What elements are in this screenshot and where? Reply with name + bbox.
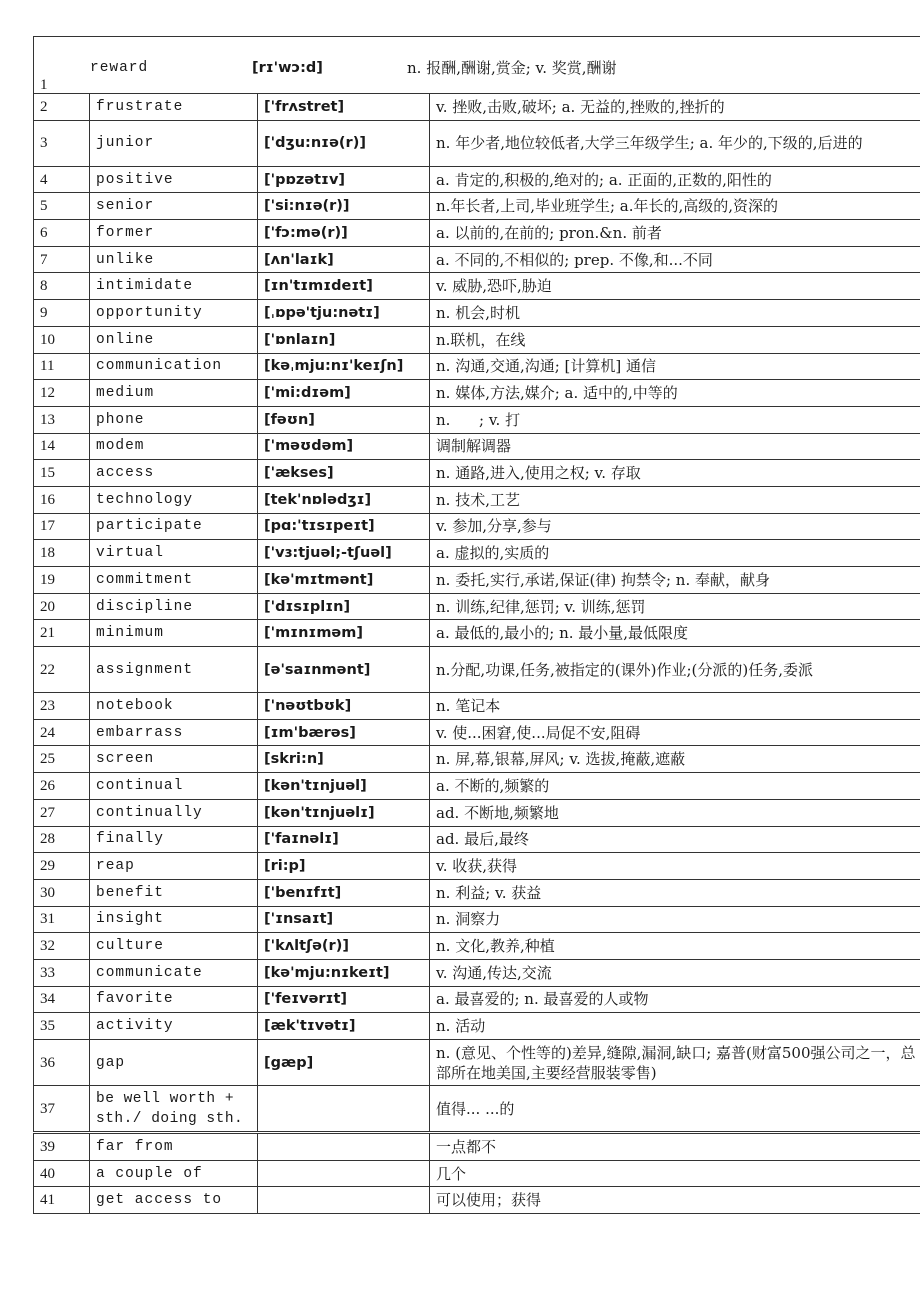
- phonetic: ['vɜ:tjuəl;-tʃuəl]: [258, 540, 430, 567]
- table-row: [34, 273, 920, 300]
- phonetic: [tek'nɒlədʒɪ]: [258, 486, 430, 513]
- row-number: 13: [34, 406, 90, 433]
- definition: n. (意见、个性等的)差异,缝隙,漏洞,缺口; 嘉普(财富500强公司之一，总部所在地美国,主要经营服装零售): [430, 1040, 920, 1086]
- word: activity: [90, 1013, 258, 1040]
- phonetic: ['ɒnlaɪn]: [258, 326, 430, 353]
- phonetic: [kən'tɪnjuəlɪ]: [258, 799, 430, 826]
- word: virtual: [90, 540, 258, 567]
- definition: 可以使用；获得: [430, 1187, 920, 1214]
- row-number: 18: [34, 540, 90, 567]
- word: favorite: [90, 986, 258, 1013]
- phonetic: [ɪn'tɪmɪdeɪt]: [258, 273, 430, 300]
- row-number: 35: [34, 1013, 90, 1040]
- word: gap: [90, 1040, 258, 1086]
- table-row: [34, 879, 920, 906]
- word: benefit: [90, 879, 258, 906]
- phonetic: ['fɔ:mə(r)]: [258, 220, 430, 247]
- table-row: [34, 593, 920, 620]
- definition: a. 最喜爱的; n. 最喜爱的人或物: [430, 986, 920, 1013]
- word: minimum: [90, 620, 258, 647]
- phonetic: [kə'mju:nɪkeɪt]: [258, 959, 430, 986]
- row-number: 30: [34, 879, 90, 906]
- word: access: [90, 460, 258, 487]
- row-number: 21: [34, 620, 90, 647]
- word: far from: [90, 1133, 258, 1161]
- definition: 值得... ...的: [430, 1086, 920, 1133]
- row-number: 31: [34, 906, 90, 933]
- table-row: [34, 540, 920, 567]
- table-row: [34, 986, 920, 1013]
- phonetic: ['kʌltʃə(r)]: [258, 933, 430, 960]
- word: culture: [90, 933, 258, 960]
- table-row: [34, 826, 920, 853]
- word: online: [90, 326, 258, 353]
- phonetic: [ə'saɪnmənt]: [258, 647, 430, 693]
- word: commitment: [90, 567, 258, 594]
- table-row: [34, 933, 920, 960]
- row-number: 11: [34, 353, 90, 380]
- definition: a. 以前的,在前的; pron.&n. 前者: [430, 220, 920, 247]
- row-number: 29: [34, 853, 90, 880]
- phonetic: ['ækses]: [258, 460, 430, 487]
- row-number: 23: [34, 693, 90, 720]
- word: embarrass: [90, 719, 258, 746]
- table-row: [34, 693, 920, 720]
- definition: a. 虚拟的,实质的: [430, 540, 920, 567]
- vocabulary-page: [33, 36, 920, 1214]
- table-row: [34, 94, 920, 121]
- definition: n. 文化,教养,种植: [430, 933, 920, 960]
- table-row-merged-cell: [34, 37, 920, 94]
- row-number: 5: [34, 193, 90, 220]
- definition: n.年长者,上司,毕业班学生; a.年长的,高级的,资深的: [430, 193, 920, 220]
- row-number: 2: [34, 94, 90, 121]
- word: be well worth + sth./ doing sth.: [90, 1086, 258, 1133]
- definition: n. 委托,实行,承诺,保证(律) 拘禁令; n. 奉献，献身: [430, 567, 920, 594]
- word: participate: [90, 513, 258, 540]
- word: positive: [90, 166, 258, 193]
- word: phone: [90, 406, 258, 433]
- row-number: 25: [34, 746, 90, 773]
- row-number: 10: [34, 326, 90, 353]
- table-row: [34, 1040, 920, 1086]
- row-number: 19: [34, 567, 90, 594]
- table-row: [34, 719, 920, 746]
- phonetic: ['faɪnəlɪ]: [258, 826, 430, 853]
- phonetic: ['si:nɪə(r)]: [258, 193, 430, 220]
- phonetic: [258, 1086, 430, 1133]
- word: a couple of: [90, 1160, 258, 1187]
- word: reap: [90, 853, 258, 880]
- word: assignment: [90, 647, 258, 693]
- table-row: [34, 380, 920, 407]
- word: frustrate: [90, 94, 258, 121]
- row-number: 40: [34, 1160, 90, 1187]
- phonetic: [kəˌmju:nɪ'keɪʃn]: [258, 353, 430, 380]
- phonetic: ['nəʊtbʊk]: [258, 693, 430, 720]
- table-row: [34, 460, 920, 487]
- phonetic: ['feɪvərɪt]: [258, 986, 430, 1013]
- definition: 几个: [430, 1160, 920, 1187]
- definition: n. 机会,时机: [430, 300, 920, 327]
- definition: n. 屏,幕,银幕,屏风; v. 选拔,掩蔽,遮蔽: [430, 746, 920, 773]
- table-row: [34, 193, 920, 220]
- definition: a. 肯定的,积极的,绝对的; a. 正面的,正数的,阳性的: [430, 166, 920, 193]
- word: modem: [90, 433, 258, 460]
- table-row: [34, 486, 920, 513]
- word: communication: [90, 353, 258, 380]
- table-row: [34, 326, 920, 353]
- row-number: 33: [34, 959, 90, 986]
- phonetic: ['məʊdəm]: [258, 433, 430, 460]
- table-row: [34, 120, 920, 166]
- row-number: 4: [34, 166, 90, 193]
- definition: n. 活动: [430, 1013, 920, 1040]
- row-number: 39: [34, 1133, 90, 1161]
- table-row: [34, 513, 920, 540]
- vocabulary-table: [33, 36, 920, 1214]
- phonetic: [ɪm'bærəs]: [258, 719, 430, 746]
- word: intimidate: [90, 273, 258, 300]
- table-row: [34, 1160, 920, 1187]
- word: continually: [90, 799, 258, 826]
- word: finally: [90, 826, 258, 853]
- table-row: [34, 166, 920, 193]
- table-row: [34, 353, 920, 380]
- table-row: [34, 220, 920, 247]
- row-number: 28: [34, 826, 90, 853]
- word: medium: [90, 380, 258, 407]
- phonetic: [pɑ:'tɪsɪpeɪt]: [258, 513, 430, 540]
- definition: v. 沟通,传达,交流: [430, 959, 920, 986]
- row-number: 26: [34, 773, 90, 800]
- phonetic: [kə'mɪtmənt]: [258, 567, 430, 594]
- table-row: [34, 959, 920, 986]
- word: unlike: [90, 246, 258, 273]
- table-row: [34, 37, 920, 94]
- definition: a. 不断的,频繁的: [430, 773, 920, 800]
- definition: n. 利益; v. 获益: [430, 879, 920, 906]
- table-row: [34, 433, 920, 460]
- word: reward: [90, 60, 149, 76]
- word: opportunity: [90, 300, 258, 327]
- definition: n.分配,功课,任务,被指定的(课外)作业;(分派的)任务,委派: [430, 647, 920, 693]
- row-number: 3: [34, 120, 90, 166]
- table-row: [34, 853, 920, 880]
- definition: n. 媒体,方法,媒介; a. 适中的,中等的: [430, 380, 920, 407]
- definition: a. 最低的,最小的; n. 最小量,最低限度: [430, 620, 920, 647]
- definition: v. 威胁,恐吓,胁迫: [430, 273, 920, 300]
- row-number: 24: [34, 719, 90, 746]
- definition: a. 不同的,不相似的; prep. 不像,和...不同: [430, 246, 920, 273]
- phonetic: [258, 1187, 430, 1214]
- phonetic: [ʌn'laɪk]: [258, 246, 430, 273]
- row-number: 20: [34, 593, 90, 620]
- phonetic: ['mi:dɪəm]: [258, 380, 430, 407]
- word: junior: [90, 120, 258, 166]
- word: notebook: [90, 693, 258, 720]
- word: continual: [90, 773, 258, 800]
- definition: n. 年少者,地位较低者,大学三年级学生; a. 年少的,下级的,后进的: [430, 120, 920, 166]
- table-row: [34, 1187, 920, 1214]
- row-number: 6: [34, 220, 90, 247]
- row-number: 22: [34, 647, 90, 693]
- table-row: [34, 1086, 920, 1133]
- row-number: 7: [34, 246, 90, 273]
- definition: v. 参加,分享,参与: [430, 513, 920, 540]
- word: senior: [90, 193, 258, 220]
- definition: 一点都不: [430, 1133, 920, 1161]
- phonetic: [skri:n]: [258, 746, 430, 773]
- table-row: [34, 746, 920, 773]
- phonetic: [rɪ'wɔ:d]: [252, 60, 323, 76]
- table-row: [34, 620, 920, 647]
- definition: n. 笔记本: [430, 693, 920, 720]
- table-row: [34, 799, 920, 826]
- table-row: [34, 1133, 920, 1161]
- definition: n. 沟通,交通,沟通; [计算机] 通信: [430, 353, 920, 380]
- phonetic: [ri:p]: [258, 853, 430, 880]
- definition: n. ; v. 打: [430, 406, 920, 433]
- definition: v. 挫败,击败,破坏; a. 无益的,挫败的,挫折的: [430, 94, 920, 121]
- table-row: [34, 773, 920, 800]
- definition: n.联机，在线: [430, 326, 920, 353]
- row-number: 9: [34, 300, 90, 327]
- word: screen: [90, 746, 258, 773]
- definition: ad. 不断地,频繁地: [430, 799, 920, 826]
- row-number: 36: [34, 1040, 90, 1086]
- table-row: [34, 1013, 920, 1040]
- table-row: [34, 906, 920, 933]
- table-row: [34, 246, 920, 273]
- word: former: [90, 220, 258, 247]
- phonetic: ['mɪnɪməm]: [258, 620, 430, 647]
- row-number: 27: [34, 799, 90, 826]
- row-number: 12: [34, 380, 90, 407]
- row-number: 34: [34, 986, 90, 1013]
- phonetic: [258, 1133, 430, 1161]
- phonetic: ['benɪfɪt]: [258, 879, 430, 906]
- row-number: 8: [34, 273, 90, 300]
- definition: v. 收获,获得: [430, 853, 920, 880]
- phonetic: ['frʌstret]: [258, 94, 430, 121]
- row-number: 14: [34, 433, 90, 460]
- table-row: [34, 300, 920, 327]
- definition: ad. 最后,最终: [430, 826, 920, 853]
- row-number: 1: [40, 77, 48, 93]
- row-number: 32: [34, 933, 90, 960]
- row-number: 15: [34, 460, 90, 487]
- definition: 调制解调器: [430, 433, 920, 460]
- phonetic: [258, 1160, 430, 1187]
- definition: n. 洞察力: [430, 906, 920, 933]
- word: technology: [90, 486, 258, 513]
- row-number: 17: [34, 513, 90, 540]
- definition: v. 使...困窘,使...局促不安,阻碍: [430, 719, 920, 746]
- phonetic: ['pɒzətɪv]: [258, 166, 430, 193]
- phonetic: ['ɪnsaɪt]: [258, 906, 430, 933]
- phonetic: ['dɪsɪplɪn]: [258, 593, 430, 620]
- table-row: [34, 647, 920, 693]
- word: communicate: [90, 959, 258, 986]
- definition: n. 报酬,酬谢,赏金; v. 奖赏,酬谢: [407, 59, 617, 77]
- phonetic: [ˌɒpə'tju:nətɪ]: [258, 300, 430, 327]
- word: insight: [90, 906, 258, 933]
- row-number: 37: [34, 1086, 90, 1133]
- phonetic: [æk'tɪvətɪ]: [258, 1013, 430, 1040]
- phonetic: [fəʊn]: [258, 406, 430, 433]
- word: get access to: [90, 1187, 258, 1214]
- row-number: 16: [34, 486, 90, 513]
- table-row: [34, 406, 920, 433]
- row-number: 41: [34, 1187, 90, 1214]
- definition: n. 技术,工艺: [430, 486, 920, 513]
- phonetic: [gæp]: [258, 1040, 430, 1086]
- phonetic: ['dʒu:nɪə(r)]: [258, 120, 430, 166]
- definition: n. 训练,纪律,惩罚; v. 训练,惩罚: [430, 593, 920, 620]
- definition: n. 通路,进入,使用之权; v. 存取: [430, 460, 920, 487]
- phonetic: [kən'tɪnjuəl]: [258, 773, 430, 800]
- word: discipline: [90, 593, 258, 620]
- table-row: [34, 567, 920, 594]
